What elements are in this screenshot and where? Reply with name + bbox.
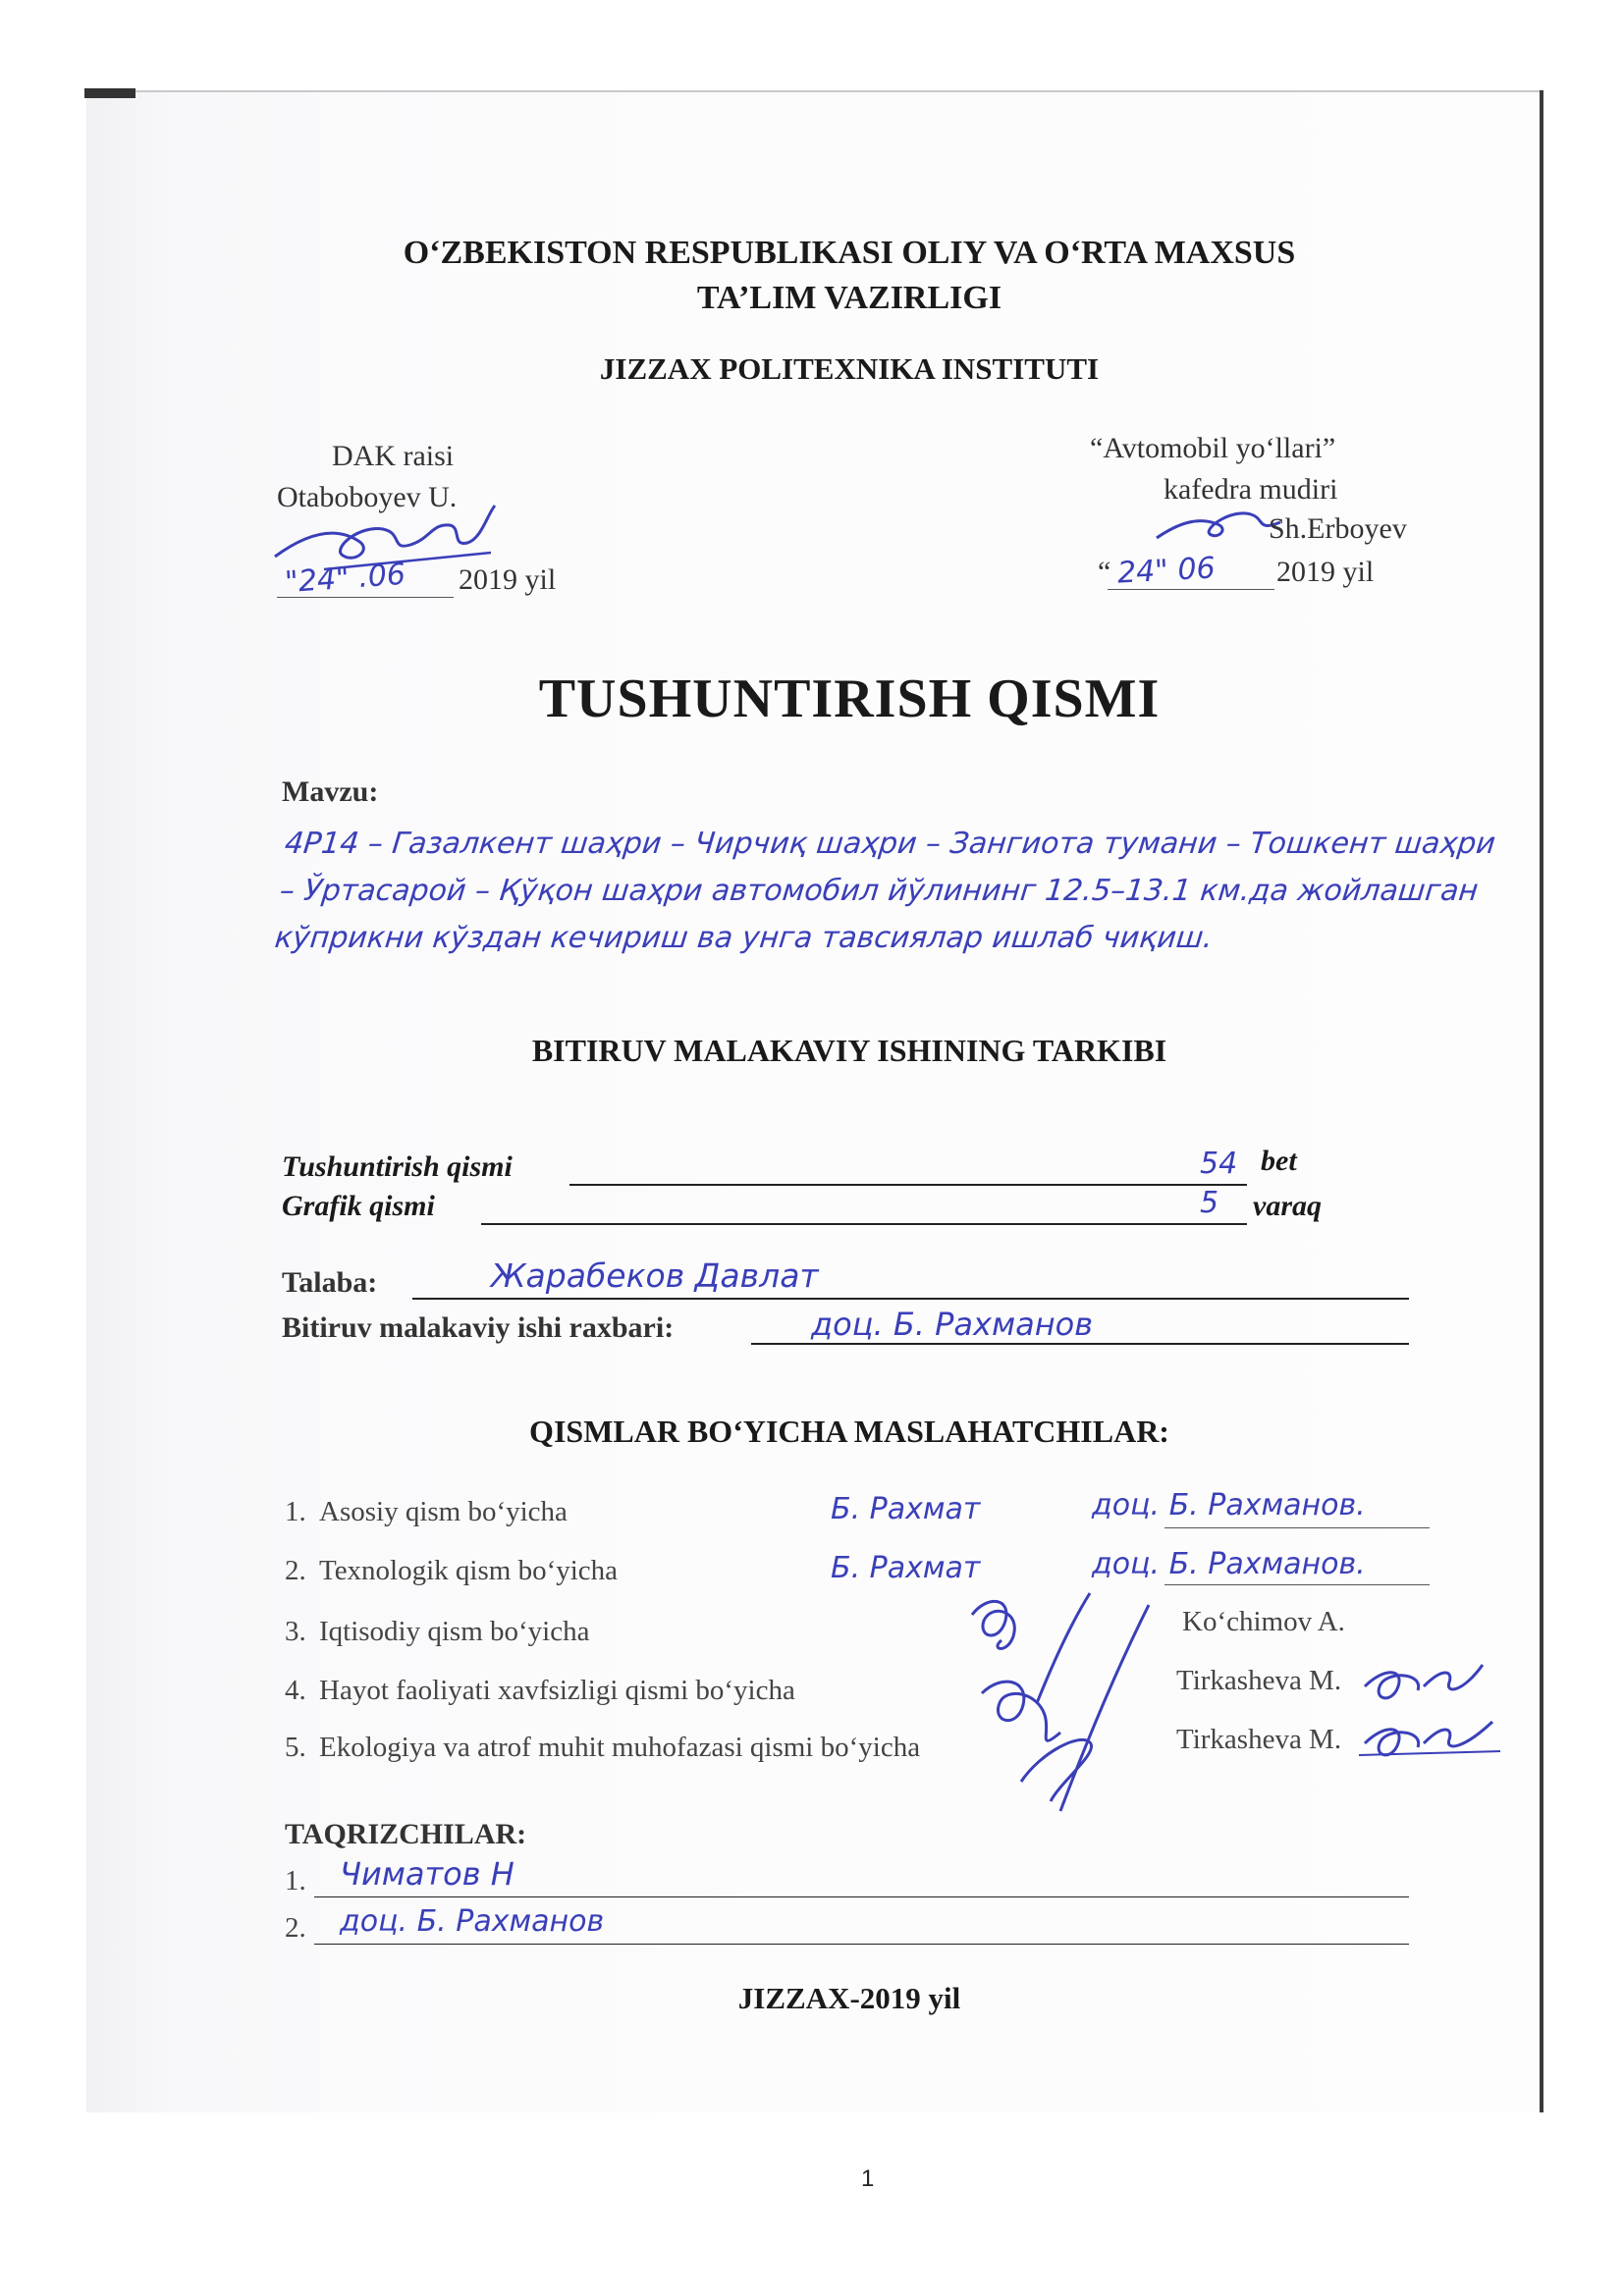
dak-role: DAK raisi	[332, 440, 455, 472]
explanatory-unit: bet	[1261, 1145, 1297, 1177]
composition-heading: BITIRUV MALAKAVIY ISHINING TARKIBI	[531, 1033, 1167, 1068]
right-date-handwritten: 24" 06	[1116, 551, 1217, 591]
dak-date-line	[277, 597, 454, 598]
consultant-2-name: доц. Б. Рахманов.	[1092, 1547, 1366, 1581]
explanatory-label: Tushuntirish qismi	[282, 1150, 513, 1183]
consultant-2-label: Texnologik qism bo‘yicha	[319, 1555, 619, 1586]
consultants-signatures-cluster	[943, 1585, 1198, 1821]
scanned-page	[86, 90, 1542, 2112]
consultant-1-signature: Б. Рахмат	[831, 1492, 981, 1526]
graphic-unit: varaq	[1253, 1190, 1322, 1222]
consultant-1-label: Asosiy qism bo‘yicha	[319, 1496, 568, 1527]
graphic-value: 5	[1200, 1186, 1219, 1220]
department-head-name: Sh.Erboyev	[1269, 512, 1407, 545]
consultants-heading: QISMLAR BO‘YICHA MASLAHATCHILAR:	[529, 1414, 1169, 1449]
student-line	[412, 1298, 1409, 1300]
student-name: Жарабеков Давлат	[491, 1256, 819, 1295]
topic-label: Mavzu:	[282, 775, 379, 808]
explanatory-value: 54	[1200, 1147, 1238, 1181]
consultant-3-number: 3.	[285, 1616, 306, 1647]
consultant-5-label: Ekologiya va atrof muhit muhofazasi qismi bo‘yicha	[319, 1732, 921, 1763]
consultant-2-signature: Б. Рахмат	[831, 1551, 981, 1585]
graphic-label: Grafik qismi	[282, 1190, 435, 1222]
consultant-2-number: 2.	[285, 1555, 306, 1586]
ministry-title: O‘ZBEKISTON RESPUBLIKASI OLIY VA O‘RTA MAXSUS TA’LIM VAZIRLIGI	[403, 235, 1296, 316]
supervisor-name: доц. Б. Рахманов	[811, 1306, 1094, 1343]
reviewer-1-line	[314, 1896, 1409, 1897]
consultant-3-label: Iqtisodiy qism bo‘yicha	[319, 1616, 590, 1647]
tirkasheva-signatures	[1355, 1657, 1502, 1765]
department-name: “Avtomobil yo‘llari”	[1090, 432, 1336, 464]
consultant-5-name: Tirkasheva M.	[1176, 1724, 1342, 1755]
consultant-4-label: Hayot faoliyati xavfsizligi qismi bo‘yicha	[319, 1675, 795, 1706]
topic-handwritten: 4P14 – Газалкент шаҳри – Чирчиқ шаҳри – Зангиота тумани – Тошкент шаҳри – Ўртасарой – Қўқон шаҳри автомобил йўлининг 12.5–13.1 км.да жойлашган кўприкни кўздан кечириш ва унга тавсиялар ишлаб чиқиш.	[273, 827, 1497, 955]
dak-year: 2019 yil	[459, 563, 557, 596]
document-title: TUSHUNTIRISH QISMI	[538, 668, 1161, 729]
consultant-1-number: 1.	[285, 1496, 306, 1527]
supervisor-line	[751, 1343, 1409, 1345]
consultant-2-line	[1164, 1584, 1430, 1585]
department-head-role: kafedra mudiri	[1164, 473, 1338, 506]
consultant-1-name: доц. Б. Рахманов.	[1092, 1488, 1366, 1522]
graphic-line	[481, 1223, 1247, 1225]
scan-corner-mark	[84, 88, 135, 98]
right-year: 2019 yil	[1276, 556, 1375, 588]
reviewer-1-number: 1.	[285, 1865, 306, 1896]
department-head-signature	[1149, 499, 1286, 548]
student-label: Talaba:	[282, 1266, 378, 1299]
consultant-3-name: Ko‘chimov A.	[1182, 1606, 1345, 1637]
institute-title: JIZZAX POLITEXNIKA INSTITUTI	[599, 351, 1100, 386]
place-year: JIZZAX-2019 yil	[737, 1981, 961, 2015]
scan-top-edge	[86, 90, 1542, 92]
consultant-4-number: 4.	[285, 1675, 306, 1706]
reviewer-2-line	[314, 1944, 1409, 1945]
page-number: 1	[861, 2165, 875, 2192]
supervisor-label: Bitiruv malakaviy ishi raxbari:	[282, 1311, 675, 1344]
reviewer-2-number: 2.	[285, 1912, 306, 1944]
consultant-1-line	[1164, 1527, 1430, 1528]
dak-name: Otaboboyev U.	[277, 481, 458, 513]
right-date-line	[1108, 589, 1274, 590]
reviewers-heading: TAQRIZCHILAR:	[285, 1818, 527, 1850]
consultant-4-name: Tirkasheva M.	[1176, 1665, 1342, 1696]
reviewer-2-name: доц. Б. Рахманов	[340, 1904, 605, 1939]
explanatory-line	[569, 1184, 1247, 1186]
consultant-5-number: 5.	[285, 1732, 306, 1763]
scan-right-edge	[1540, 90, 1543, 2112]
right-date-quote: “	[1098, 556, 1111, 588]
reviewer-1-name: Чиматов Н	[340, 1855, 514, 1893]
dak-date-handwritten: "24" .06	[283, 557, 407, 601]
